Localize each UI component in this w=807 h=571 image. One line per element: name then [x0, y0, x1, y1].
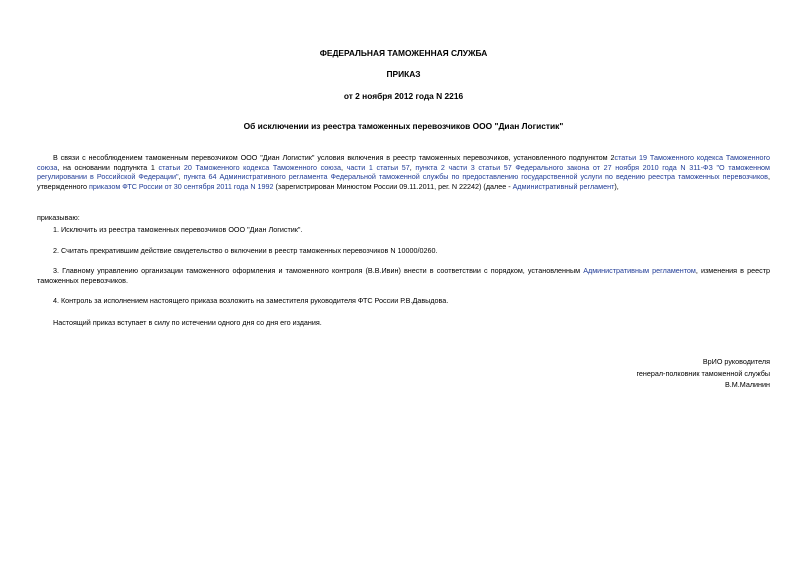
intro-text-2: , на основании подпункта 1: [57, 162, 159, 172]
document-page: [37, 0, 770, 571]
signatory-rank: генерал-полковник таможенной службы: [636, 369, 770, 378]
link-art20-tk[interactable]: статьи 20 Таможенного кодекса Таможенного союза: [158, 162, 341, 172]
order-keyword: приказываю:: [37, 213, 80, 222]
link-reglament-p64[interactable]: пункта 64 Административного регламента Федеральной таможенной службы по предоставлению государственной услуги по ведению реестра таможенных перевозчиков: [183, 172, 768, 181]
effective-date-note: Настоящий приказ вступает в силу по истечении одного дня со дня его издания.: [53, 318, 322, 327]
order-item-2: 2. Считать прекратившим действие свидетельство о включении в реестр таможенных перевозчиков N 10000/0260.: [53, 246, 438, 255]
signatory-name: В.М.Малинин: [724, 380, 770, 389]
intro-text-4: ,: [409, 162, 416, 172]
link-311fz[interactable]: пункта 2 части 3 статьи 57 Федерального закона от 27 ноября 2010 года N 311-ФЗ "О таможенном регулировании в Российской Федерации": [37, 162, 770, 181]
intro-text-1: В связи с несоблюдением таможенным перевозчиком ООО "Диан Логистик" условия включения в реестр таможенных перевозчиков, установленного подпунктом 2: [53, 153, 615, 162]
document-title: Об исключении из реестра таможенных перевозчиков ООО "Диан Логистик": [243, 121, 564, 131]
order-item-3-text-a: 3. Главному управлению организации таможенного оформления и таможенного контроля (В.В.Ивин) внести в соответствии с порядком, установленным: [53, 266, 584, 275]
order-item-1: 1. Исключить из реестра таможенных перевозчиков ООО "Диан Логистик".: [53, 225, 303, 234]
issuer-heading: ФЕДЕРАЛЬНАЯ ТАМОЖЕННАЯ СЛУЖБА: [319, 48, 488, 58]
intro-text-6: , утвержденного: [37, 172, 770, 191]
intro-text-7: (зарегистрирован Минюстом России 09.11.2011, рег. N 22242) (далее -: [273, 181, 513, 191]
intro-paragraph: [37, 153, 770, 191]
intro-text-8: ),: [614, 181, 619, 191]
order-item-4: 4. Контроль за исполнением настоящего приказа возложить на заместителя руководителя ФТС России Р.В.Давыдова.: [53, 296, 449, 305]
order-item-3-text-b: , изменения в реестр таможенных перевозчиков.: [37, 266, 770, 285]
order-item-3: [37, 266, 770, 285]
link-art19-tk[interactable]: статьи 19 Таможенного кодекса Таможенного союза: [37, 153, 771, 172]
intro-text-5: ,: [178, 172, 184, 181]
document-date-number: от 2 ноября 2012 года N 2216: [343, 91, 464, 101]
link-admin-reglament[interactable]: Административный регламент: [512, 181, 615, 191]
document-type-heading: ПРИКАЗ: [386, 69, 421, 79]
signatory-position: ВрИО руководителя: [702, 357, 770, 366]
link-prikaz-1992[interactable]: приказом ФТС России от 30 сентября 2011 года N 1992: [89, 181, 274, 191]
link-admin-reglament-2[interactable]: Административным регламентом: [583, 266, 696, 275]
intro-text-3: ,: [340, 162, 347, 172]
link-part1-art57[interactable]: части 1 статьи 57: [346, 162, 410, 172]
